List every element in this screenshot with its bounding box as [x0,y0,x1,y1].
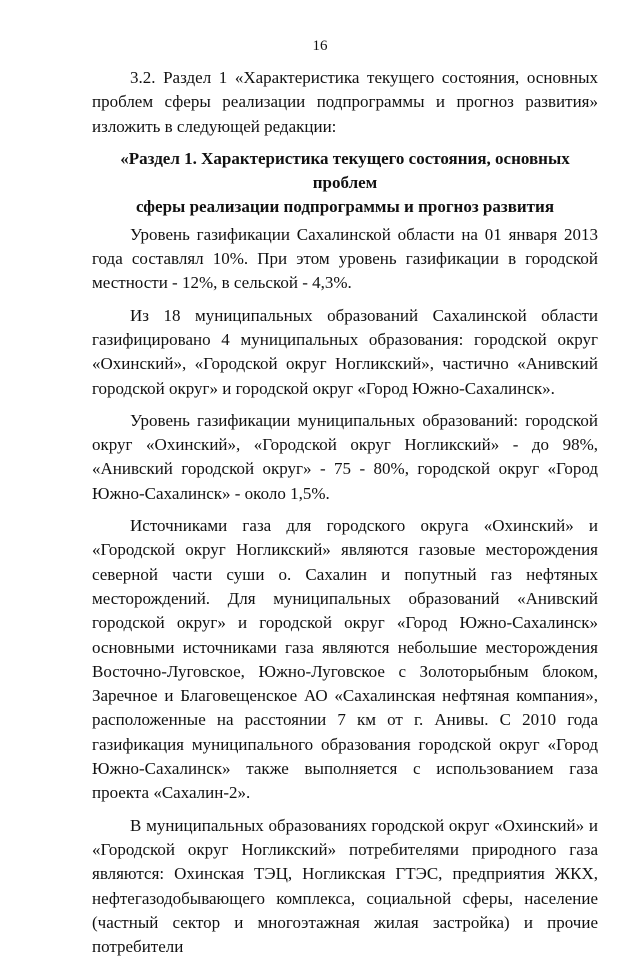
page-number: 16 [312,38,328,54]
paragraph-gas-consumers: В муниципальных образованиях городской округ «Охинский» и «Городской округ Ногликский» потребителями природного газа являются: Охинская ТЭЦ, Ногликская ГТЭС, предприятия ЖКХ, нефтегазодобывающего комплекса, социальной сферы, население (частный сектор и многоэтажная жилая застройка) и прочие потребители [92,815,598,957]
paragraph-municipalities: Из 18 муниципальных образований Сахалинской области газифицировано 4 муниципальных образования: городской округ «Охинский», «Городской округ Ногликский», частично «Анивский городской округ» и городской округ «Город Южно-Сахалинск». [92,305,598,398]
section-heading-line-1: «Раздел 1. Характеристика текущего состояния, основных проблем [120,148,570,193]
section-heading-line-2: сферы реализации подпрограммы и прогноз развития [135,197,555,217]
paragraph-gasification-level: Уровень газификации Сахалинской области на 01 января 2013 года составлял 10%. При этом уровень газификации в городской местности - 12%, в сельской - 4,3%. [92,224,598,293]
intro-paragraph: 3.2. Раздел 1 «Характеристика текущего состояния, основных проблем сферы реализации подпрограммы и прогноз развития» изложить в следующей редакции: [92,68,598,136]
section-heading [92,147,598,220]
document-body [92,66,598,967]
paragraph-gas-sources: Источниками газа для городского округа «Охинский» и «Городской округ Ногликский» являются газовые месторождения северной части суши о. Сахалин и попутный газ нефтяных месторождений. Для муниципальных образований «Анивский городской округ» и городской округ «Город Южно-Сахалинск» основными источниками газа являются небольшие месторождения Восточно-Луговское, Южно-Луговское с Золоторыбным блоком, Заречное и Благовещенское АО «Сахалинская нефтяная компания», расположенные на расстоянии 7 км от г. Анивы. С 2010 года газификация муниципального образования городской округ «Город Южно-Сахалинск» также выполняется с использованием газа проекта «Сахалин-2». [92,516,598,803]
paragraph-municipal-levels: Уровень газификации муниципальных образований: городской округ «Охинский», «Городской округ Ногликский» - до 98%, «Анивский городской округ» - 75 - 80%, городской округ «Город Южно-Сахалинск» - около 1,5%. [92,410,598,503]
